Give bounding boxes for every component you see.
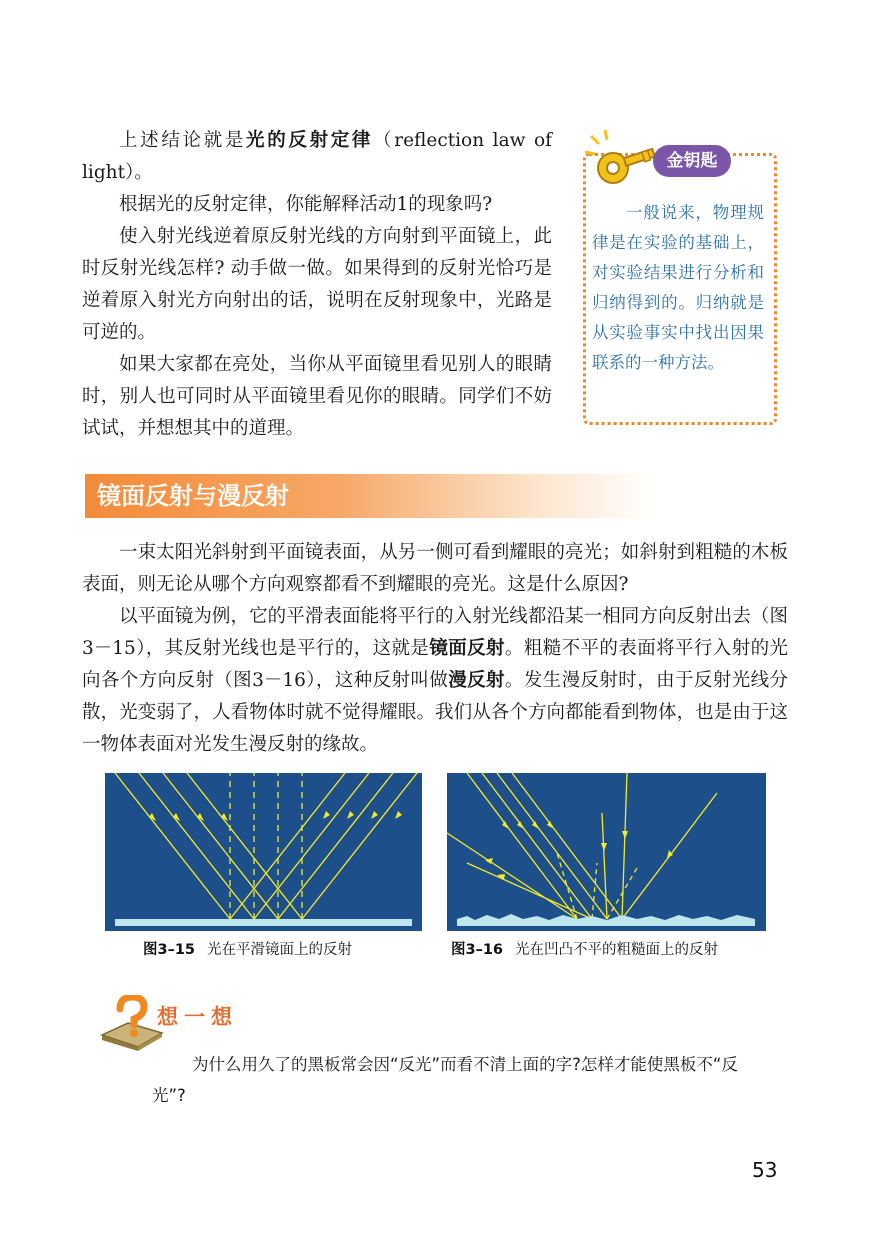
intro-paragraph-4: 如果大家都在亮处，当你从平面镜里看见别人的眼睛时，别人也可同时从平面镜里看见你的眼睛。同学们不妨试试，并想想其中的道理。 bbox=[82, 354, 552, 439]
figure-diffuse-reflection bbox=[447, 773, 766, 935]
question-book-icon bbox=[98, 995, 166, 1055]
diffuse-reflection-term: 漫反射 bbox=[448, 670, 505, 691]
page-number: 53 bbox=[752, 1158, 778, 1182]
golden-key-label: 金钥匙 bbox=[653, 145, 731, 177]
intro-text bbox=[82, 125, 552, 445]
intro-paragraph-2: 根据光的反射定律，你能解释活动1的现象吗? bbox=[119, 194, 493, 215]
figure-3-15-caption: 图3–15 光在平滑镜面上的反射 bbox=[143, 942, 353, 958]
body-paragraph-2: 以平面镜为例，它的平滑表面能将平行的入射光线都沿某一相同方向反射出去（图3－15），其反射光线也是平行的，这就是镜面反射。粗糙不平的表面将平行入射的光向各个方向反射（图3－16），这种反射叫做漫反射。发生漫反射时，由于反射光线分散，光变弱了，人看物体时就不觉得耀眼。我们从各个方向都能看到物体，也是由于这一物体表面对光发生漫反射的缘故。 bbox=[82, 606, 788, 755]
figure-specular-reflection bbox=[105, 773, 422, 935]
golden-key-text: 一般说来，物理规律是在实验的基础上，对实验结果进行分析和归纳得到的。归纳就是从实验事实中找出因果联系的一种方法。 bbox=[592, 203, 764, 372]
intro-paragraph-3: 使入射光线逆着原反射光线的方向射到平面镜上，此时反射光线怎样? 动手做一做。如果得到的反射光恰巧是逆着原入射光方向射出的话，说明在反射现象中，光路是可逆的。 bbox=[82, 226, 552, 343]
think-question-text: 为什么用久了的黑板常会因“反光”而看不清上面的字?怎样才能使黑板不“反光”? bbox=[152, 1055, 738, 1105]
think-title: 想一想 bbox=[157, 1005, 238, 1029]
figure-3-16-caption: 图3–16 光在凹凸不平的粗糙面上的反射 bbox=[451, 942, 719, 958]
body-paragraph-1: 一束太阳光斜射到平面镜表面，从另一侧可看到耀眼的亮光；如斜射到粗糙的木板表面，则无论从哪个方向观察都看不到耀眼的亮光。这是什么原因? bbox=[82, 542, 788, 595]
specular-reflection-term: 镜面反射 bbox=[429, 638, 505, 659]
intro-paragraph-1: 上述结论就是光的反射定律（reflection law of light）。 bbox=[82, 130, 552, 183]
golden-key-icon bbox=[583, 128, 663, 194]
reflection-law-term: 光的反射定律 bbox=[246, 130, 374, 151]
section-title: 镜面反射与漫反射 bbox=[97, 482, 289, 510]
section-body bbox=[82, 537, 788, 761]
